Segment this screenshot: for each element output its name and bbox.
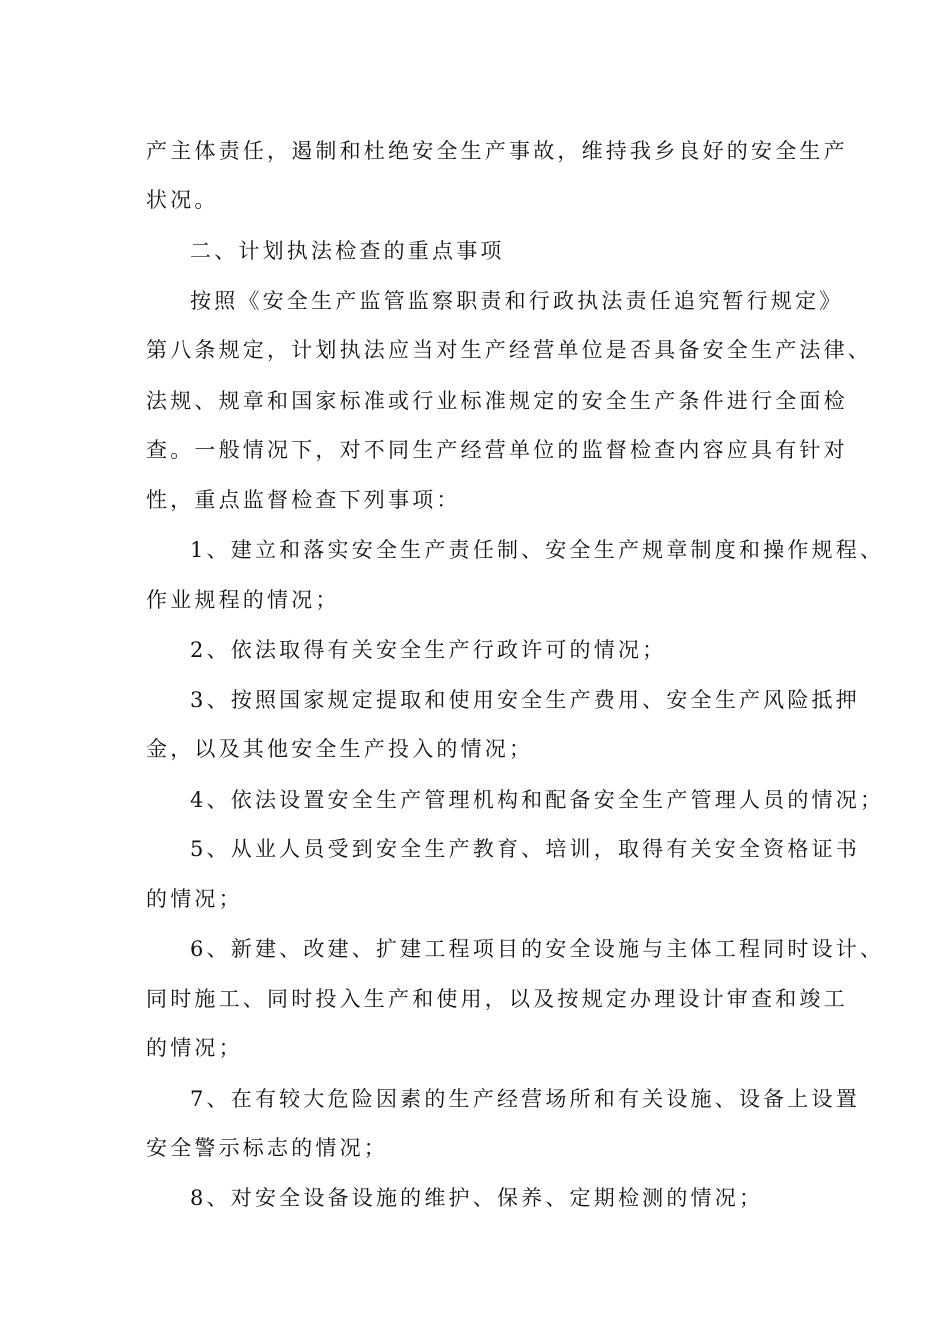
paragraph-line: 第八条规定，计划执法应当对生产经营单位是否具备安全生产法律、	[146, 338, 872, 362]
list-item: 8、对安全设备设施的维护、保养、定期检测的情况；	[190, 1186, 764, 1210]
list-item-continued: 作业规程的情况；	[146, 588, 340, 612]
paragraph-line: 按照《安全生产监管监察职责和行政执法责任追究暂行规定》	[190, 289, 844, 313]
list-item-continued: 安全警示标志的情况；	[146, 1136, 388, 1160]
list-item-continued: 金，以及其他安全生产投入的情况；	[146, 737, 534, 761]
list-item: 1、建立和落实安全生产责任制、安全生产规章制度和操作规程、	[190, 538, 885, 562]
list-item: 6、新建、改建、扩建工程项目的安全设施与主体工程同时设计、	[190, 937, 885, 961]
paragraph-line: 法规、规章和国家标准或行业标准规定的安全生产条件进行全面检	[146, 389, 848, 413]
section-heading: 二、计划执法检查的重点事项	[190, 239, 505, 263]
paragraph-line: 查。一般情况下，对不同生产经营单位的监督检查内容应具有针对	[146, 438, 848, 462]
list-item: 4、依法设置安全生产管理机构和配备安全生产管理人员的情况；	[190, 788, 885, 812]
text-line: 产主体责任，遏制和杜绝安全生产事故，维持我乡良好的安全生产	[146, 139, 848, 163]
list-item: 5、从业人员受到安全生产教育、培训，取得有关安全资格证书	[190, 837, 860, 861]
list-item-continued: 同时施工、同时投入生产和使用，以及按规定办理设计审查和竣工	[146, 987, 848, 1011]
list-item: 3、按照国家规定提取和使用安全生产费用、安全生产风险抵押	[190, 688, 860, 712]
text-line: 状况。	[146, 188, 219, 212]
list-item: 7、在有较大危险因素的生产经营场所和有关设施、设备上设置	[190, 1087, 860, 1111]
list-item-continued: 的情况；	[146, 887, 243, 911]
list-item-continued: 的情况；	[146, 1036, 243, 1060]
list-item: 2、依法取得有关安全生产行政许可的情况；	[190, 638, 667, 662]
paragraph-line: 性，重点监督检查下列事项：	[146, 488, 461, 512]
